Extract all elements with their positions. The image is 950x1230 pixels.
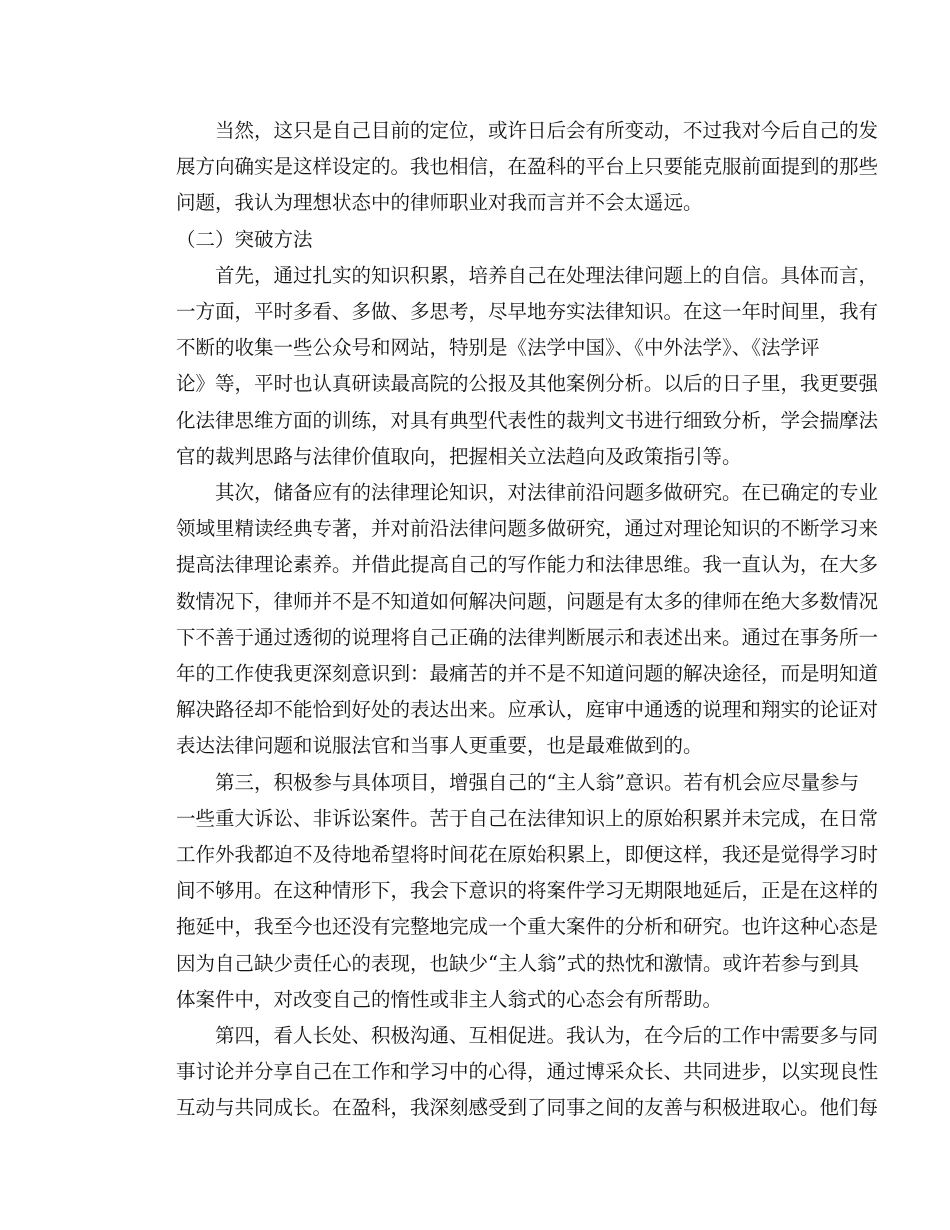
paragraph-fourth-communication: [137, 1018, 879, 1127]
text-line: 其次，储备应有的法律理论知识，对法律前沿问题多做研究。在已确定的专业: [215, 481, 879, 505]
text-line: 展方向确实是这样设定的。我也相信，在盈科的平台上只要能克服前面提到的那些: [176, 155, 879, 179]
text-line: 第三，积极参与具体项目，增强自己的“主人翁”意识。若有机会应尽量参与: [215, 770, 859, 794]
text-line: 不断的收集一些公众号和网站，特别是《法学中国》、《中外法学》、《法学评: [176, 336, 820, 360]
text-line: 一些重大诉讼、非诉讼案件。苦于自己在法律知识上的原始积累并未完成，在日常: [176, 806, 879, 830]
document-body: [137, 113, 879, 1127]
text-line: 因为自己缺少责任心的表现，也缺少“主人翁”式的热忱和激情。或许若参与到具: [176, 951, 859, 975]
text-line: 当然，这只是自己目前的定位，或许日后会有所变动，不过我对今后自己的发: [215, 119, 879, 142]
text-line: 官的裁判思路与法律价值取向，把握相关立法趋向及政策指引等。: [176, 444, 742, 468]
paragraph-current-positioning: [137, 113, 879, 222]
text-line: 领域里精读经典专著，并对前沿法律问题多做研究，通过对理论知识的不断学习来: [176, 517, 879, 541]
text-line: 年的工作使我更深刻意识到：最痛苦的并不是不知道问题的解决途径，而是明知道: [176, 662, 879, 686]
section-heading-breakthrough-methods: （二）突破方法: [176, 227, 313, 251]
paragraph-second-theory: [137, 475, 879, 765]
text-line: 工作外我都迫不及待地希望将时间花在原始积累上，即便这样，我还是觉得学习时: [176, 843, 879, 867]
text-line: 一方面，平时多看、多做、多思考，尽早地夯实法律知识。在这一年时间里，我有: [176, 300, 879, 324]
text-line: 第四，看人长处、积极沟通、互相促进。我认为，在今后的工作中需要多与同: [215, 1024, 879, 1048]
text-line: 事讨论并分享自己在工作和学习中的心得，通过博采众长、共同进步，以实现良性: [176, 1060, 879, 1084]
paragraph-first-knowledge: [137, 258, 879, 475]
text-line: 提高法律理论素养。并借此提高自己的写作能力和法律思维。我一直认为，在大多: [176, 553, 879, 577]
text-line: 数情况下，律师并不是不知道如何解决问题，问题是有太多的律师在绝大多数情况: [176, 589, 879, 613]
text-line: 解决路径却不能恰到好处的表达出来。应承认，庭审中通透的说理和翔实的论证对: [176, 698, 879, 722]
text-line: 互动与共同成长。在盈科，我深刻感受到了同事之间的友善与积极进取心。他们每: [176, 1096, 879, 1120]
text-line: 问题，我认为理想状态中的律师职业对我而言并不会太遥远。: [176, 191, 703, 215]
text-line: 间不够用。在这种情形下，我会下意识的将案件学习无期限地延后，正是在这样的: [176, 879, 879, 903]
paragraph-third-projects: [137, 765, 879, 1018]
text-line: 首先，通过扎实的知识积累，培养自己在处理法律问题上的自信。具体而言，: [215, 263, 879, 287]
text-line: 体案件中，对改变自己的惰性或非主人翁式的心态会有所帮助。: [176, 987, 723, 1011]
text-line: 论》等，平时也认真研读最高院的公报及其他案例分析。以后的日子里，我更要强: [176, 372, 879, 396]
text-line: 化法律思维方面的训练，对具有典型代表性的裁判文书进行细致分析，学会揣摩法: [176, 408, 879, 432]
text-line: 拖延中，我至今也还没有完整地完成一个重大案件的分析和研究。也许这种心态是: [176, 915, 879, 939]
text-line: 表达法律问题和说服法官和当事人更重要，也是最难做到的。: [176, 734, 703, 758]
text-line: 下不善于通过透彻的说理将自己正确的法律判断展示和表述出来。通过在事务所一: [176, 625, 879, 649]
